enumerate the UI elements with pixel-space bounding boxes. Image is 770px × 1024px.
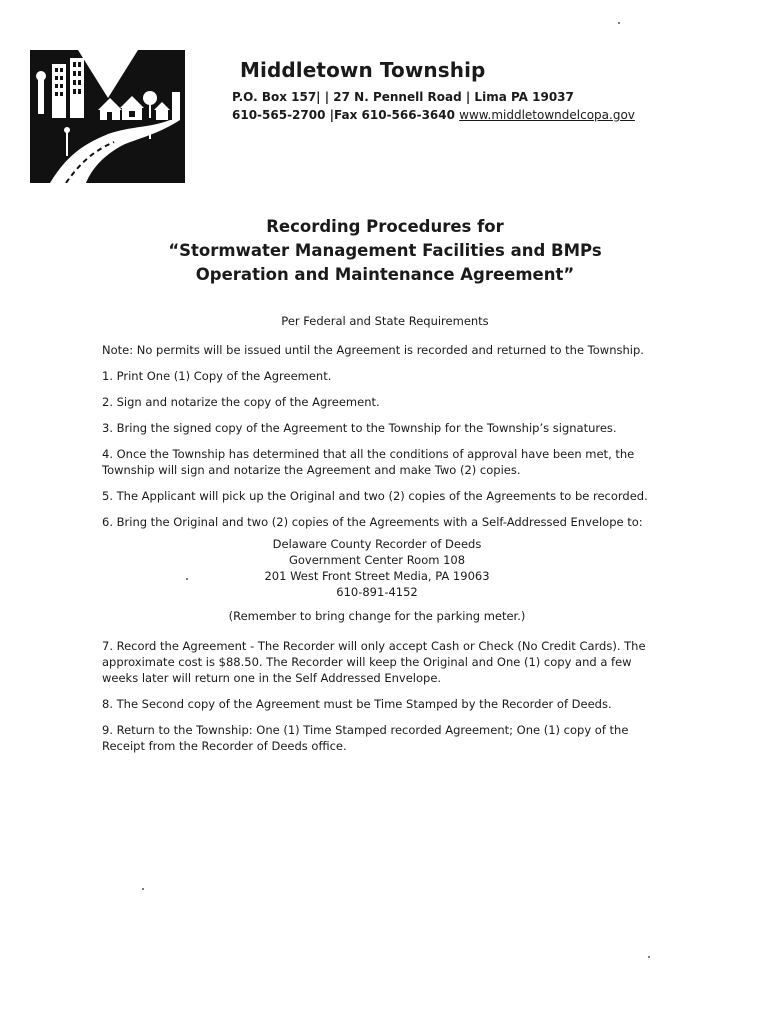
- scan-speck: [618, 22, 620, 24]
- contact-line: [232, 106, 732, 124]
- document-subtitle: Per Federal and State Requirements: [281, 314, 489, 328]
- document-title: [0, 215, 770, 287]
- scan-speck: [186, 578, 188, 580]
- step-2: 2. Sign and notarize the copy of the Agreement.: [102, 395, 380, 409]
- recorder-address-line-1: Delaware County Recorder of Deeds: [272, 537, 482, 551]
- step-8: 8. The Second copy of the Agreement must be Time Stamped by the Recorder of Deeds.: [102, 697, 612, 711]
- note-paragraph: Note: No permits will be issued until the Agreement is recorded and returned to the Township.: [102, 343, 644, 357]
- recorder-address-line-2: Government Center Room 108: [288, 553, 466, 567]
- procedure-body: [102, 342, 662, 764]
- letterhead: [232, 58, 732, 124]
- organization-name: Middletown Township: [240, 58, 486, 82]
- mailing-address: P.O. Box 157| | 27 N. Pennell Road | Lima PA 19037: [232, 90, 574, 104]
- parking-reminder: (Remember to bring change for the parking meter.): [228, 609, 526, 623]
- phone-fax: 610-565-2700 |Fax 610-566-3640: [232, 108, 455, 122]
- recorder-address: [92, 536, 662, 600]
- step-3: 3. Bring the signed copy of the Agreement to the Township for the Township’s signatures.: [102, 421, 617, 435]
- step-9: 9. Return to the Township: One (1) Time Stamped recorded Agreement; One (1) copy of the Receipt from the Recorder of Deeds office.: [102, 723, 629, 753]
- recorder-phone: 610-891-4152: [336, 585, 418, 599]
- step-6: 6. Bring the Original and two (2) copies of the Agreements with a Self-Addressed Envelope to:: [102, 515, 643, 529]
- title-line-1: Recording Procedures for: [266, 217, 504, 236]
- township-skyline-road-logo-icon: [30, 50, 185, 183]
- recorder-address-line-3: 201 West Front Street Media, PA 19063: [264, 569, 490, 583]
- title-line-3: Operation and Maintenance Agreement”: [195, 265, 575, 284]
- step-4: 4. Once the Township has determined that all the conditions of approval have been met, the Township will sign and notarize the Agreement and make Two (2) copies.: [102, 447, 635, 477]
- step-1: 1. Print One (1) Copy of the Agreement.: [102, 369, 332, 383]
- scan-speck: [648, 956, 650, 958]
- title-line-2: “Stormwater Management Facilities and BMPs: [168, 241, 602, 260]
- scan-speck: [142, 888, 144, 890]
- step-7: 7. Record the Agreement - The Recorder will only accept Cash or Check (No Credit Cards). The approximate cost is $88.50. The Recorder will keep the Original and One (1) copy and a few weeks later will return one in the Self Addressed Envelope.: [102, 639, 646, 685]
- step-5: 5. The Applicant will pick up the Original and two (2) copies of the Agreements to be recorded.: [102, 489, 648, 503]
- website-link[interactable]: www.middletowndelcopa.gov: [459, 108, 635, 122]
